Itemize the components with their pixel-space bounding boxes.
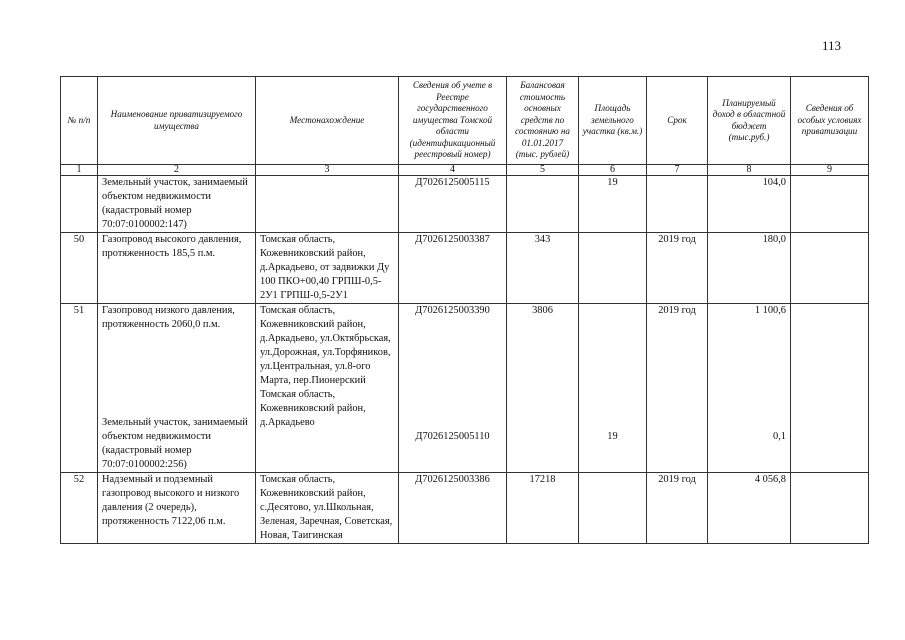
term: 2019 год xyxy=(647,473,708,544)
column-number: 9 xyxy=(791,165,869,176)
object-location xyxy=(256,176,399,233)
special-conditions xyxy=(791,304,869,473)
planned-income: 104,0 xyxy=(708,176,791,233)
table-row xyxy=(61,233,869,304)
land-area: 19 xyxy=(579,176,647,233)
header-income: Планируемый доход в областной бюджет (тыс.руб.) xyxy=(708,77,791,165)
term: 2019 год xyxy=(647,233,708,304)
registry-number: Д7026125003387 xyxy=(399,233,507,304)
land-object-location: Томская область, Кожевниковский район, д.Аркадьево xyxy=(260,389,366,428)
header-row xyxy=(61,77,869,165)
object-name-cell xyxy=(98,304,256,473)
registry-number: Д7026125005115 xyxy=(399,176,507,233)
row-number: 50 xyxy=(61,233,98,304)
object-location: Томская область, Кожевниковский район, с.Десятово, ул.Школьная, Зеленая, Заречная, Советская, Новая, Таигинская xyxy=(256,473,399,544)
column-number: 7 xyxy=(647,165,708,176)
balance-value xyxy=(507,176,579,233)
cell-spacer xyxy=(102,332,251,416)
registry-number: Д7026125003390 xyxy=(415,305,490,316)
land-area xyxy=(579,473,647,544)
land-object-name: Земельный участок, занимаемый объектом недвижимости (кадастровый номер 70:07:0100002:256) xyxy=(102,417,248,470)
object-name: Земельный участок, занимаемый объектом недвижимости (кадастровый номер 70:07:0100002:147) xyxy=(98,176,256,233)
column-number: 2 xyxy=(98,165,256,176)
column-number: 5 xyxy=(507,165,579,176)
header-area: Площадь земельного участка (кв.м.) xyxy=(579,77,647,165)
cell-spacer xyxy=(403,318,502,430)
column-number: 4 xyxy=(399,165,507,176)
column-number: 3 xyxy=(256,165,399,176)
object-name: Газопровод низкого давления, протяженность 2060,0 п.м. xyxy=(102,305,235,330)
land-area xyxy=(579,233,647,304)
column-number: 1 xyxy=(61,165,98,176)
balance-value: 17218 xyxy=(507,473,579,544)
planned-income: 1 100,6 xyxy=(754,305,786,316)
object-name: Газопровод высокого давления, протяженность 185,5 п.м. xyxy=(98,233,256,304)
planned-income: 180,0 xyxy=(708,233,791,304)
column-number: 8 xyxy=(708,165,791,176)
registry-number: Д7026125003386 xyxy=(399,473,507,544)
table-row xyxy=(61,304,869,473)
planned-income: 4 056,8 xyxy=(708,473,791,544)
term xyxy=(647,176,708,233)
header-registry: Сведения об учете в Реестре государственного имущества Томской области (идентификационный реестровый номер) xyxy=(399,77,507,165)
table-row xyxy=(61,176,869,233)
cell-spacer xyxy=(712,318,786,430)
cell-spacer xyxy=(583,304,642,430)
land-area-cell xyxy=(579,304,647,473)
land-registry-number: Д7026125005110 xyxy=(415,431,490,442)
table-row xyxy=(61,473,869,544)
registry-number-cell xyxy=(399,304,507,473)
object-location: Томская область, Кожевниковский район, д.Аркадьево, ул.Октябрьская, ул.Дорожная, ул.Торфяников, ул.Центральная, ул.8-ого Марта, пер.Пионерский xyxy=(260,305,391,386)
land-planned-income: 0,1 xyxy=(773,431,786,442)
header-num: № п/п xyxy=(61,77,98,165)
header-balance: Балансовая стоимость основных средств по состоянию на 01.01.2017 (тыс. рублей) xyxy=(507,77,579,165)
term: 2019 год xyxy=(647,304,708,473)
balance-value: 343 xyxy=(507,233,579,304)
land-object-area: 19 xyxy=(607,431,618,442)
row-number: 52 xyxy=(61,473,98,544)
row-number: 51 xyxy=(61,304,98,473)
header-term: Срок xyxy=(647,77,708,165)
column-number: 6 xyxy=(579,165,647,176)
column-number-row xyxy=(61,165,869,176)
special-conditions xyxy=(791,233,869,304)
object-name: Надземный и подземный газопровод высокого и низкого давления (2 очередь), протяженность 7122,06 п.м. xyxy=(98,473,256,544)
balance-value: 3806 xyxy=(507,304,579,473)
object-location: Томская область, Кожевниковский район, д.Аркадьево, от задвижки Ду 100 ПКО+00,40 ГРПШ-0,5-2У1 ГРПШ-0,5-2У1 xyxy=(256,233,399,304)
special-conditions xyxy=(791,473,869,544)
header-location: Местонахождение xyxy=(256,77,399,165)
object-location-cell xyxy=(256,304,399,473)
header-conditions: Сведения об особых условиях приватизации xyxy=(791,77,869,165)
planned-income-cell xyxy=(708,304,791,473)
header-name: Наименование приватизируемого имущества xyxy=(98,77,256,165)
row-number xyxy=(61,176,98,233)
special-conditions xyxy=(791,176,869,233)
page-number: 113 xyxy=(822,38,842,53)
privatization-table xyxy=(60,76,869,544)
